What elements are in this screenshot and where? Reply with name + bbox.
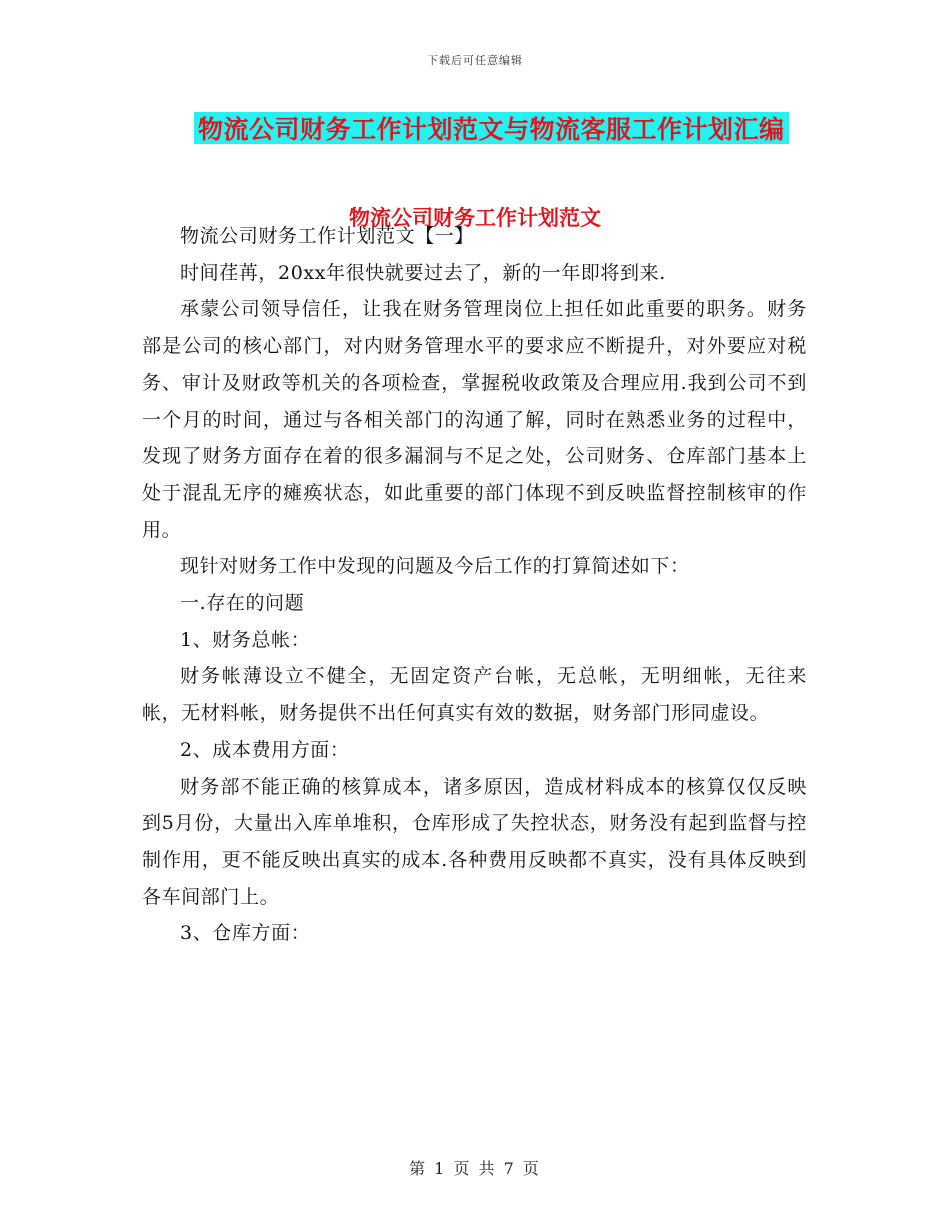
paragraph-heading: 3、仓库方面：: [180, 922, 311, 945]
section-title: 物流公司财务工作计划范文: [349, 206, 601, 230]
paragraph-heading: 一.存在的问题: [180, 592, 305, 615]
paragraph: 承蒙公司领导信任，让我在财务管理岗位上担任如此重要的职务。财务部是公司的核心部门，对内财务管理水平的要求应不断提升，对外要应对税务、审计及财政等机关的各项检查，掌握税收政策及合理应用.我到公司不到一个月的时间，通过与各相关部门的沟通了解，同时在熟悉业务的过程中，发现了财务方面存在着的很多漏洞与不足之处，公司财务、仓库部门基本上处于混乱无序的瘫痪状态，如此重要的部门体现不到反映监督控制核审的作用。: [142, 298, 807, 541]
paragraph: 现针对财务工作中发现的问题及今后工作的打算简述如下：: [180, 555, 690, 578]
paragraph: 财务帐薄设立不健全，无固定资产台帐，无总帐，无明细帐，无往来帐，无材料帐，财务提供不出任何真实有效的数据，财务部门形同虚设。: [142, 665, 807, 725]
main-title: 物流公司财务工作计划范文与物流客服工作计划汇编: [198, 115, 785, 144]
header-note: 下载后可任意编辑: [427, 54, 523, 67]
paragraph-heading: 物流公司财务工作计划范文【一】: [180, 225, 475, 247]
main-title-highlight: [194, 112, 789, 144]
paragraph-heading: 1、财务总帐：: [180, 628, 311, 651]
paragraph-heading: 2、成本费用方面：: [180, 738, 350, 761]
paragraph: 财务部不能正确的核算成本，诸多原因，造成材料成本的核算仅仅反映到5月份，大量出入库单堆积，仓库形成了失控状态，财务没有起到监督与控制作用，更不能反映出真实的成本.各种费用反映都不真实，没有具体反映到各车间部门上。: [142, 775, 807, 908]
page-footer: 第 1 页 共 7 页: [409, 1159, 541, 1178]
paragraph: 时间荏苒，20xx年很快就要过去了，新的一年即将到来.: [180, 261, 666, 284]
document-body: [142, 218, 807, 952]
